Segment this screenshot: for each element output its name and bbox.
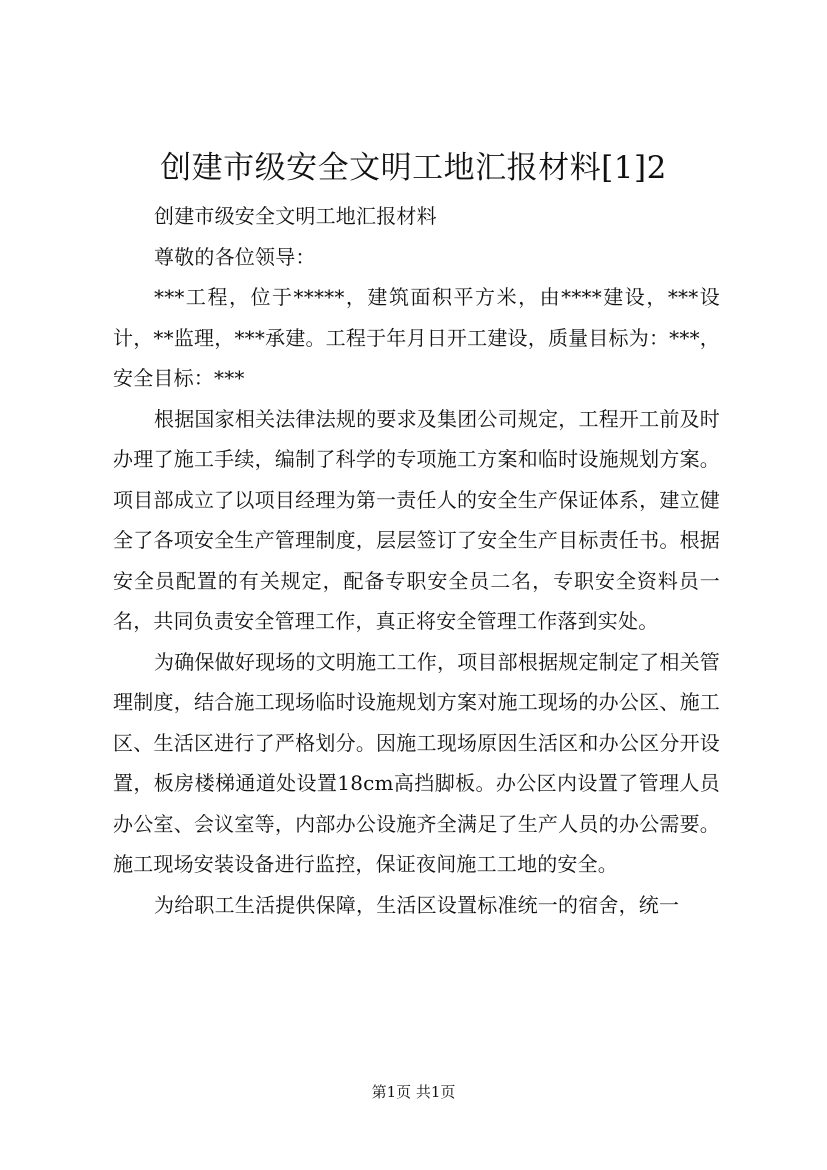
paragraph-living-area: 为给职工生活提供保障，生活区设置标准统一的宿舍，统一 [154,892,680,917]
paragraph-salutation: 尊敬的各位领导： [154,244,316,269]
paragraph-safety-management: 根据国家相关法律法规的要求及集团公司规定，工程开工前及时办理了施工手续，编制了科学的专项施工方案和临时设施规划方案。项目部成立了以项目经理为第一责任人的安全生产保证体系，建立健全了各项安全生产管理制度，层层签订了安全生产目标责任书。根据安全员配置的有关规定，配备专职安全员二名，专职安全资料员一名，共同负责安全管理工作，真正将安全管理工作落到实处。 [113,406,720,633]
document-body [113,196,720,925]
paragraph-heading: 创建市级安全文明工地汇报材料 [154,204,437,228]
paragraph-civilized-construction: 为确保做好现场的文明施工工作，项目部根据规定制定了相关管理制度，结合施工现场临时设施规划方案对施工现场的办公区、施工区、生活区进行了严格划分。因施工现场原因生活区和办公区分开设置，板房楼梯通道处设置18cm高挡脚板。办公区内设置了管理人员办公室、会议室等，内部办公设施齐全满足了生产人员的办公需要。施工现场安装设备进行监控，保证夜间施工工地的安全。 [113,649,720,876]
paragraph-project-overview: ***工程，位于*****，建筑面积平方米，由****建设，***设计，**监理，***承建。工程于年月日开工建设，质量目标为：***，安全目标：*** [113,285,720,390]
document-title: 创建市级安全文明工地汇报材料[1]2 [160,150,667,186]
page-footer: 第1页 共1页 [371,1083,456,1101]
